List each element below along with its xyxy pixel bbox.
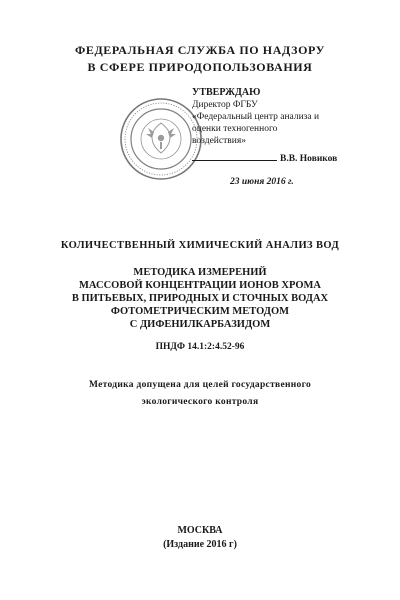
method-title-line: С ДИФЕНИЛКАРБАЗИДОМ <box>129 319 271 330</box>
permission-note <box>0 377 400 411</box>
method-title-line: В ПИТЬЕВЫХ, ПРИРОДНЫХ И СТОЧНЫХ ВОДАХ <box>71 293 329 304</box>
signature-line <box>192 160 277 161</box>
approval-line: воздействия» <box>192 136 246 146</box>
method-title-line: МЕТОДИКА ИЗМЕРЕНИЙ <box>133 267 267 278</box>
publication-edition: (Издание 2016 г) <box>163 539 237 550</box>
agency-name <box>0 42 400 76</box>
agency-name-line-2: В СФЕРЕ ПРИРОДОПОЛЬЗОВАНИЯ <box>87 60 313 74</box>
approval-heading: УТВЕРЖДАЮ <box>192 87 261 98</box>
signature-row <box>192 154 392 164</box>
agency-name-line-1: ФЕДЕРАЛЬНАЯ СЛУЖБА ПО НАДЗОРУ <box>74 43 326 57</box>
publication-city: МОСКВА <box>177 525 223 536</box>
method-title-line: МАССОВОЙ КОНЦЕНТРАЦИИ ИОНОВ ХРОМА <box>79 280 321 291</box>
signatory-name: В.В. Новиков <box>280 154 338 164</box>
approval-line: Директор ФГБУ <box>192 100 258 110</box>
approval-date: 23 июня 2016 г. <box>230 177 294 187</box>
method-title <box>0 266 400 331</box>
approval-block <box>192 87 392 147</box>
publication-info <box>0 524 400 552</box>
approval-line: оценки техногенного <box>192 124 278 134</box>
document-subject: КОЛИЧЕСТВЕННЫЙ ХИМИЧЕСКИЙ АНАЛИЗ ВОД <box>60 240 340 251</box>
method-title-line: ФОТОМЕТРИЧЕСКИМ МЕТОДОМ <box>110 306 290 317</box>
permission-line: экологического контроля <box>141 397 259 407</box>
document-code: ПНДФ 14.1:2:4.52-96 <box>155 342 245 352</box>
permission-line: Методика допущена для целей государственного <box>88 380 312 390</box>
approval-line: «Федеральный центр анализа и <box>192 112 320 122</box>
